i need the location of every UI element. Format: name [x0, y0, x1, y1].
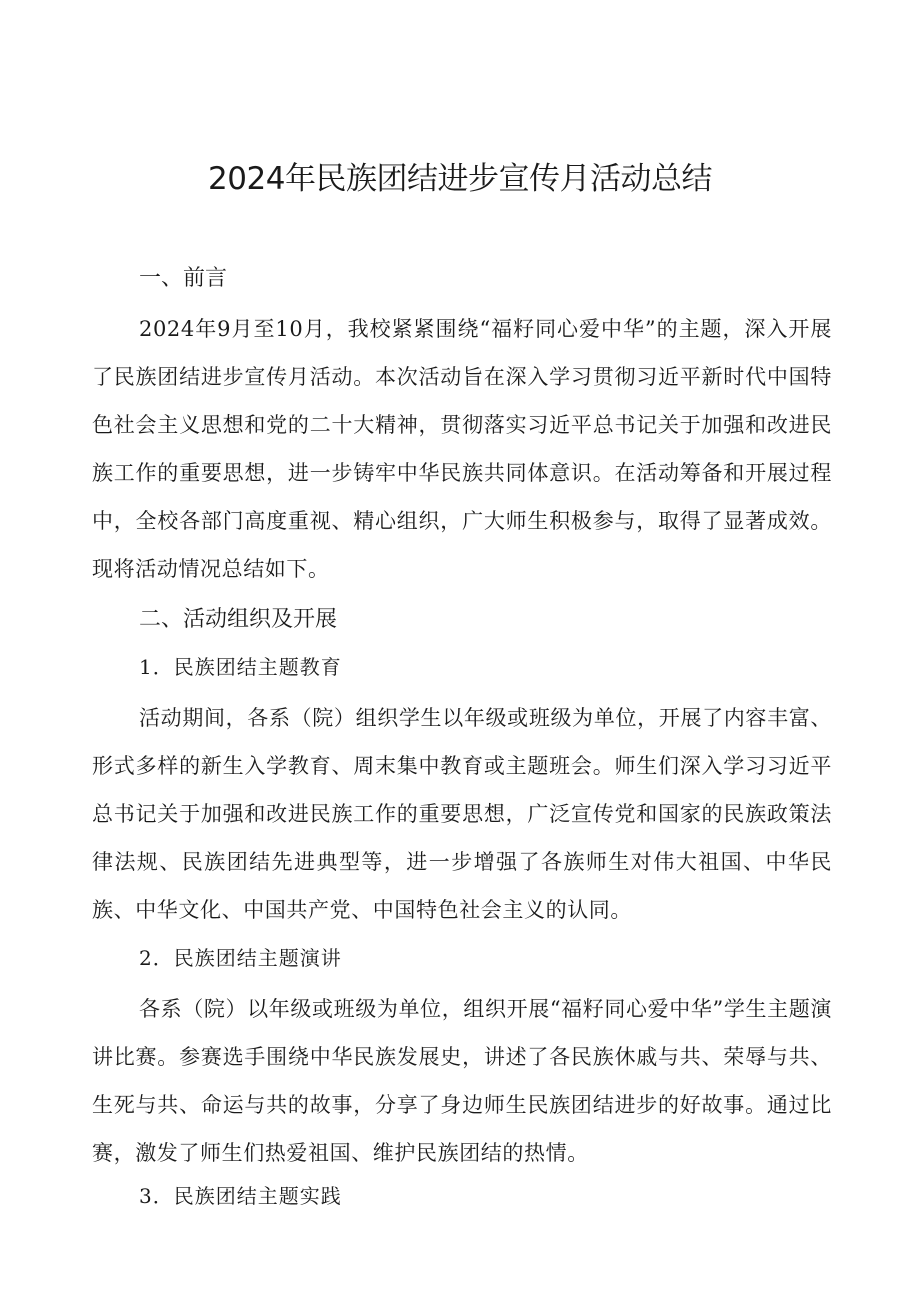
subsection-heading-education: 1．民族团结主题教育: [139, 655, 342, 679]
education-paragraph: 活动期间，各系（院）组织学生以年级或班级为单位，开展了内容丰富、形式多样的新生入学教育、周末集中教育或主题班会。师生们深入学习习近平总书记关于加强和改进民族工作的重要思想，广泛宣传党和国家的民族政策法律法规、民族团结先进典型等，进一步增强了各族师生对伟大祖国、中华民族、中华文化、中国共产党、中国特色社会主义的认同。: [92, 706, 832, 922]
preface-paragraph: 2024年9月至10月，我校紧紧围绕“福籽同心爱中华”的主题，深入开展了民族团结进步宣传月活动。本次活动旨在深入学习贯彻习近平新时代中国特色社会主义思想和党的二十大精神，贯彻落实习近平总书记关于加强和改进民族工作的重要思想，进一步铸牢中华民族共同体意识。在活动筹备和开展过程中，全校各部门高度重视、精心组织，广大师生积极参与，取得了显著成效。现将活动情况总结如下。: [92, 317, 832, 581]
section-heading-activities: 二、活动组织及开展: [139, 607, 338, 632]
subsection-heading-speech: 2．民族团结主题演讲: [139, 946, 342, 970]
subsection-heading-practice: 3．民族团结主题实践: [139, 1184, 342, 1208]
speech-paragraph: 各系（院）以年级或班级为单位，组织开展“福籽同心爱中华”学生主题演讲比赛。参赛选手围绕中华民族发展史，讲述了各民族休戚与共、荣辱与共、生死与共、命运与共的故事，分享了身边师生民族团结进步的好故事。通过比赛，激发了师生们热爱祖国、维护民族团结的热情。: [92, 997, 832, 1165]
section-heading-preface: 一、前言: [139, 266, 228, 291]
document-title: 2024年民族团结进步宣传月活动总结: [208, 161, 712, 197]
